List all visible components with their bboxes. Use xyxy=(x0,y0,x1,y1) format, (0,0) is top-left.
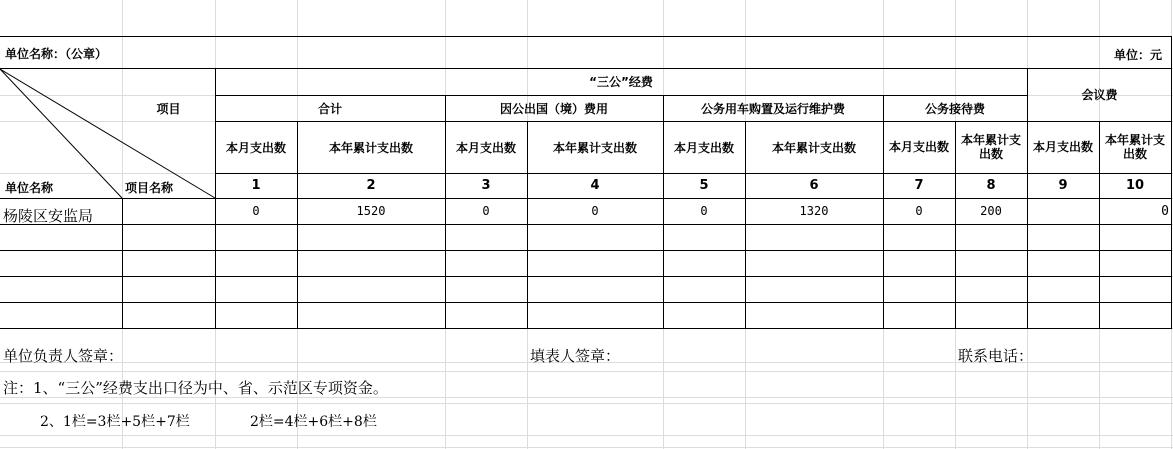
row-value: 200 xyxy=(980,204,1002,218)
sub-header: 本年累计支出数 xyxy=(771,140,856,155)
column-number: 10 xyxy=(1125,178,1145,193)
sub-header: 本年累计支出数 xyxy=(328,140,413,155)
sub-header: 本月支出数 xyxy=(673,140,734,155)
column-number: 5 xyxy=(699,178,709,193)
note-2a: 2、1栏=3栏+5栏+7栏 xyxy=(40,414,190,430)
sub-header: 本月支出数 xyxy=(888,140,949,154)
row-value: 1320 xyxy=(799,204,829,218)
row-value: 0 xyxy=(1161,203,1169,219)
sub-header: 本月支出数 xyxy=(1032,140,1093,154)
corner-item: 项目 xyxy=(156,101,181,116)
row-value: 0 xyxy=(915,204,923,218)
row-unit-name: 杨陵区安监局 xyxy=(3,207,94,225)
phone-label: 联系电话： xyxy=(958,347,1034,365)
row-value: 0 xyxy=(482,204,490,218)
column-number: 4 xyxy=(590,178,600,193)
filler-signature-label: 填表人签章： xyxy=(530,347,621,365)
group-total: 合计 xyxy=(317,101,342,116)
corner-unit-name: 单位名称 xyxy=(5,181,54,195)
sub-header: 本年累计支出数 xyxy=(1104,133,1165,161)
unit-label: 单位：元 xyxy=(1114,48,1163,62)
group-meeting: 会议费 xyxy=(1081,88,1118,102)
row-value: 1520 xyxy=(356,204,386,218)
note-2b: 2栏=4栏+6栏+8栏 xyxy=(250,414,377,430)
sub-header: 本月支出数 xyxy=(225,140,286,155)
row-value: 0 xyxy=(591,204,599,218)
row-value: 0 xyxy=(252,204,260,218)
group-vehicle: 公务用车购置及运行维护费 xyxy=(700,101,845,116)
row-item-name xyxy=(122,198,215,224)
sub-header: 本月支出数 xyxy=(455,140,516,155)
unit-name-label: 单位名称：（公章） xyxy=(5,47,108,61)
group-reception: 公务接待费 xyxy=(924,101,985,116)
column-number: 3 xyxy=(481,178,491,193)
note-1: 注：1、“三公”经费支出口径为中、省、示范区专项资金。 xyxy=(3,379,388,397)
row-value xyxy=(1027,198,1099,224)
leader-signature-label: 单位负责人签章： xyxy=(3,347,124,365)
san-gong-group-header: “三公”经费 xyxy=(589,75,653,89)
column-number: 9 xyxy=(1058,178,1068,193)
column-number: 1 xyxy=(251,178,261,193)
sub-header: 本年累计支出数 xyxy=(552,140,637,155)
column-number: 2 xyxy=(366,178,376,193)
column-number: 8 xyxy=(986,178,996,193)
group-abroad: 因公出国（境）费用 xyxy=(499,101,608,116)
corner-item-name: 项目名称 xyxy=(125,181,174,195)
column-number: 6 xyxy=(809,178,819,193)
sub-header: 本年累计支出数 xyxy=(960,133,1021,161)
column-number: 7 xyxy=(914,178,924,193)
row-value: 0 xyxy=(700,204,708,218)
